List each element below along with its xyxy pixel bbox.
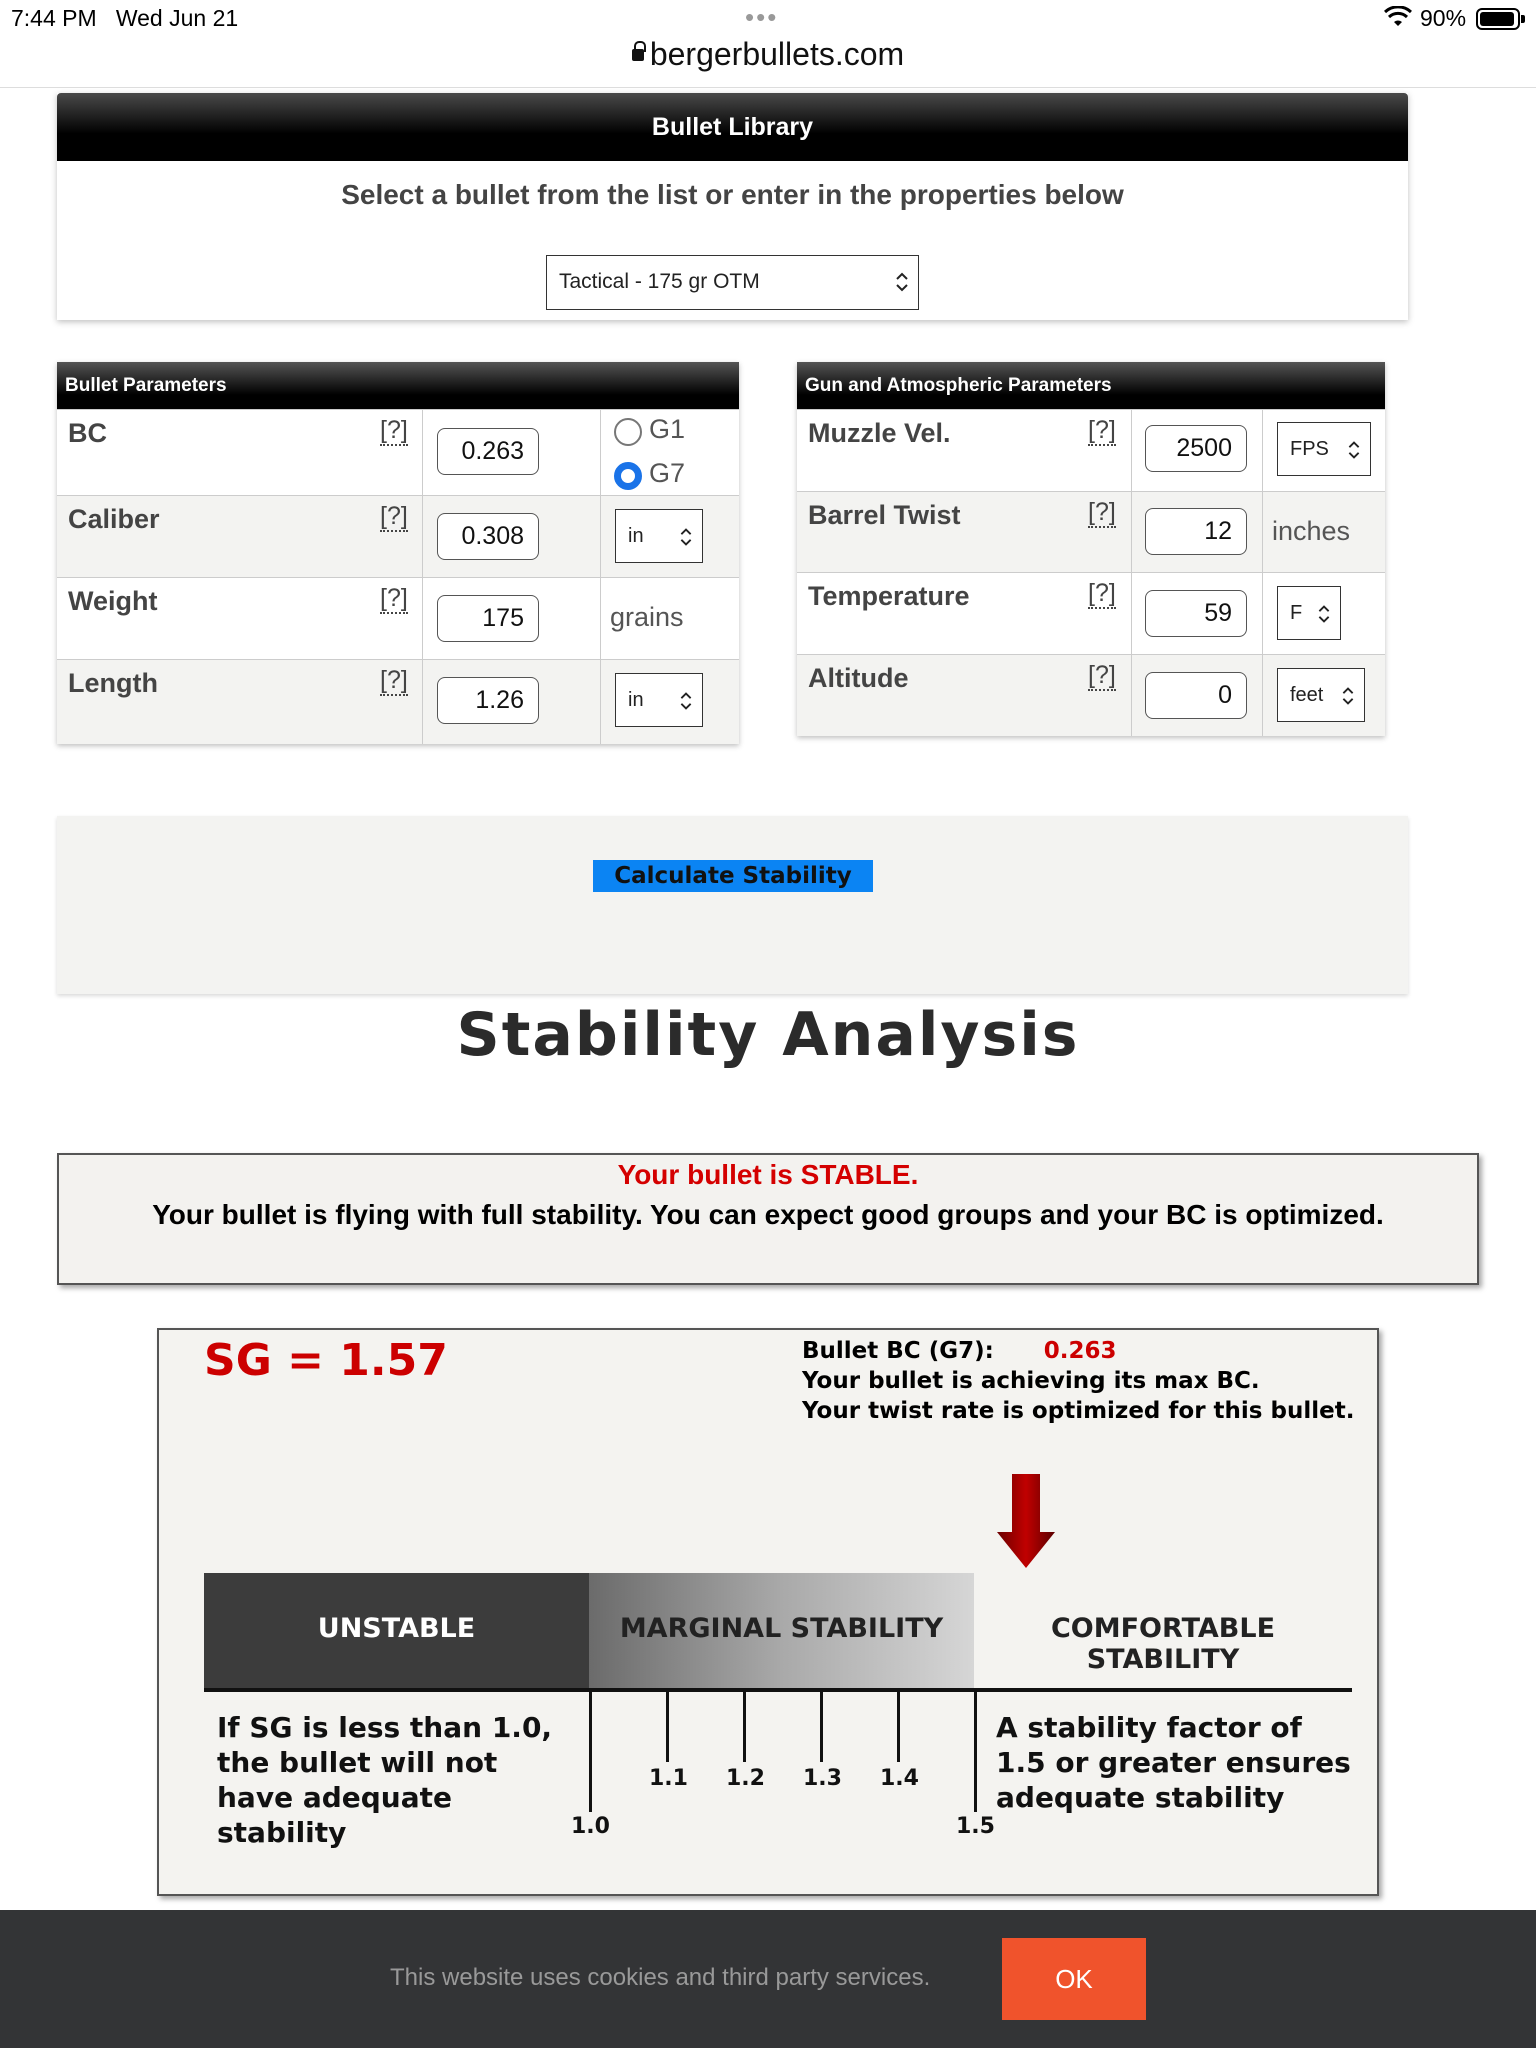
caliber-label: Caliber <box>68 504 160 534</box>
tick-1-4 <box>897 1690 900 1762</box>
bullet-library <box>57 93 1408 320</box>
bc-info <box>802 1336 1354 1426</box>
select-arrows-icon <box>1342 683 1354 709</box>
muzzle-vel-unit-value: FPS <box>1290 438 1329 460</box>
battery-percent: 90% <box>1420 5 1467 31</box>
caliber-unit-value: in <box>628 525 644 547</box>
length-help-link[interactable]: [?] <box>380 666 408 694</box>
barrel-twist-help-link[interactable]: [?] <box>1088 498 1116 526</box>
temperature-unit-value: F <box>1290 602 1303 624</box>
tick-label-1-5: 1.5 <box>956 1814 995 1839</box>
band-marginal <box>589 1573 974 1689</box>
bullet-select-value: Tactical - 175 gr OTM <box>559 270 760 293</box>
tick-1-1 <box>666 1690 669 1762</box>
muzzle-vel-row <box>797 409 1385 491</box>
wifi-icon <box>1384 6 1412 28</box>
gun-parameters-title: Gun and Atmospheric Parameters <box>797 362 1385 409</box>
g7-radio[interactable] <box>614 462 642 490</box>
altitude-row <box>797 654 1385 736</box>
length-row <box>57 659 739 744</box>
stability-graphic <box>157 1328 1379 1896</box>
g1-label: G1 <box>649 414 686 444</box>
tick-1-3 <box>820 1690 823 1762</box>
temperature-help-link[interactable]: [?] <box>1088 579 1116 607</box>
g7-label: G7 <box>649 458 686 488</box>
lock-icon <box>632 49 644 61</box>
g1-radio[interactable] <box>614 418 642 446</box>
barrel-twist-row <box>797 491 1385 572</box>
barrel-twist-input[interactable]: 12 <box>1145 508 1247 555</box>
bullet-select[interactable] <box>546 255 919 310</box>
muzzle-vel-unit-select[interactable] <box>1277 422 1371 476</box>
select-arrows-icon <box>1348 437 1360 463</box>
temperature-label: Temperature <box>808 581 970 611</box>
calculate-stability-button[interactable]: Calculate Stability <box>593 860 873 892</box>
bc-row <box>57 409 739 495</box>
length-input[interactable]: 1.26 <box>437 677 539 724</box>
cookie-bar <box>0 1910 1536 2048</box>
tick-1-2 <box>743 1690 746 1762</box>
band-unstable <box>204 1573 589 1689</box>
multitask-dots-icon[interactable]: ••• <box>745 2 779 32</box>
band-comfort-label: COMFORTABLE STABILITY <box>1050 1613 1276 1675</box>
muzzle-vel-label: Muzzle Vel. <box>808 418 951 448</box>
caliber-input[interactable]: 0.308 <box>437 513 539 560</box>
barrel-twist-label: Barrel Twist <box>808 500 961 530</box>
stability-analysis-title: Stability Analysis <box>456 1000 1080 1070</box>
tick-label-1-2: 1.2 <box>726 1766 765 1791</box>
url-bar[interactable] <box>0 34 1536 88</box>
weight-help-link[interactable]: [?] <box>380 584 408 612</box>
weight-input[interactable]: 175 <box>437 595 539 642</box>
tick-1-5 <box>974 1690 977 1812</box>
stability-description: Your bullet is flying with full stability. You can expect good groups and your BC is optimized. <box>152 1199 1384 1230</box>
bullet-library-subtitle: Select a bullet from the list or enter in the properties below <box>341 179 1124 210</box>
bc-info-line2: Your twist rate is optimized for this bullet. <box>802 1398 1355 1424</box>
weight-row <box>57 577 739 659</box>
altitude-help-link[interactable]: [?] <box>1088 661 1116 689</box>
altitude-input[interactable]: 0 <box>1145 672 1247 719</box>
stability-status: Your bullet is STABLE. <box>617 1159 919 1190</box>
select-arrows-icon <box>896 268 908 296</box>
cookie-message: This website uses cookies and third party services. <box>390 1964 931 1991</box>
bullet-library-title: Bullet Library <box>57 93 1408 161</box>
bc-info-line1: Your bullet is achieving its max BC. <box>802 1368 1260 1394</box>
bullet-parameters-title: Bullet Parameters <box>57 362 739 409</box>
unstable-explanation: If SG is less than 1.0, the bullet will not have adequate stability <box>217 1711 553 1849</box>
caliber-row <box>57 495 739 577</box>
altitude-label: Altitude <box>808 663 909 693</box>
gun-parameters-panel <box>797 362 1385 736</box>
caliber-unit-select[interactable] <box>615 509 703 563</box>
comfort-explanation: A stability factor of 1.5 or greater ensures adequate stability <box>996 1711 1351 1814</box>
band-comfort <box>974 1573 1352 1689</box>
tick-1-0 <box>589 1690 592 1812</box>
muzzle-vel-help-link[interactable]: [?] <box>1088 416 1116 444</box>
stability-axis <box>204 1688 1352 1692</box>
status-time: 7:44 PM Wed Jun 21 <box>11 5 239 31</box>
barrel-twist-unit: inches <box>1272 516 1351 546</box>
muzzle-vel-input[interactable]: 2500 <box>1145 425 1247 472</box>
bc-label: BC <box>68 418 107 448</box>
temperature-row <box>797 572 1385 654</box>
bc-info-label: Bullet BC (G7): <box>802 1338 994 1364</box>
select-arrows-icon <box>1318 601 1330 627</box>
tick-label-1-1: 1.1 <box>649 1766 688 1791</box>
altitude-unit-select[interactable] <box>1277 668 1365 722</box>
sg-pointer-arrow-icon <box>995 1474 1057 1570</box>
tick-label-1-4: 1.4 <box>880 1766 919 1791</box>
caliber-help-link[interactable]: [?] <box>380 502 408 530</box>
bc-info-value: 0.263 <box>1043 1338 1117 1364</box>
calculate-area <box>57 816 1408 994</box>
altitude-unit-value: feet <box>1290 684 1324 706</box>
select-arrows-icon <box>680 688 692 714</box>
sg-value: SG = 1.57 <box>204 1335 448 1386</box>
bc-input[interactable]: 0.263 <box>437 428 539 475</box>
tick-label-1-3: 1.3 <box>803 1766 842 1791</box>
length-unit-select[interactable] <box>615 673 703 727</box>
length-unit-value: in <box>628 689 644 711</box>
tick-label-1-0: 1.0 <box>571 1814 610 1839</box>
temperature-input[interactable]: 59 <box>1145 590 1247 637</box>
band-marginal-label: MARGINAL STABILITY <box>619 1613 944 1644</box>
temperature-unit-select[interactable] <box>1277 586 1341 640</box>
cookie-ok-button[interactable]: OK <box>1002 1938 1146 2020</box>
select-arrows-icon <box>680 524 692 550</box>
battery-icon <box>1476 8 1520 30</box>
bc-help-link[interactable]: [?] <box>380 416 408 444</box>
bullet-parameters-panel <box>57 362 739 744</box>
weight-label: Weight <box>68 586 158 616</box>
length-label: Length <box>68 668 158 698</box>
url-text: bergerbullets.com <box>649 36 905 72</box>
band-unstable-label: UNSTABLE <box>317 1613 476 1644</box>
weight-unit: grains <box>610 602 684 632</box>
stability-result-box <box>57 1153 1479 1285</box>
